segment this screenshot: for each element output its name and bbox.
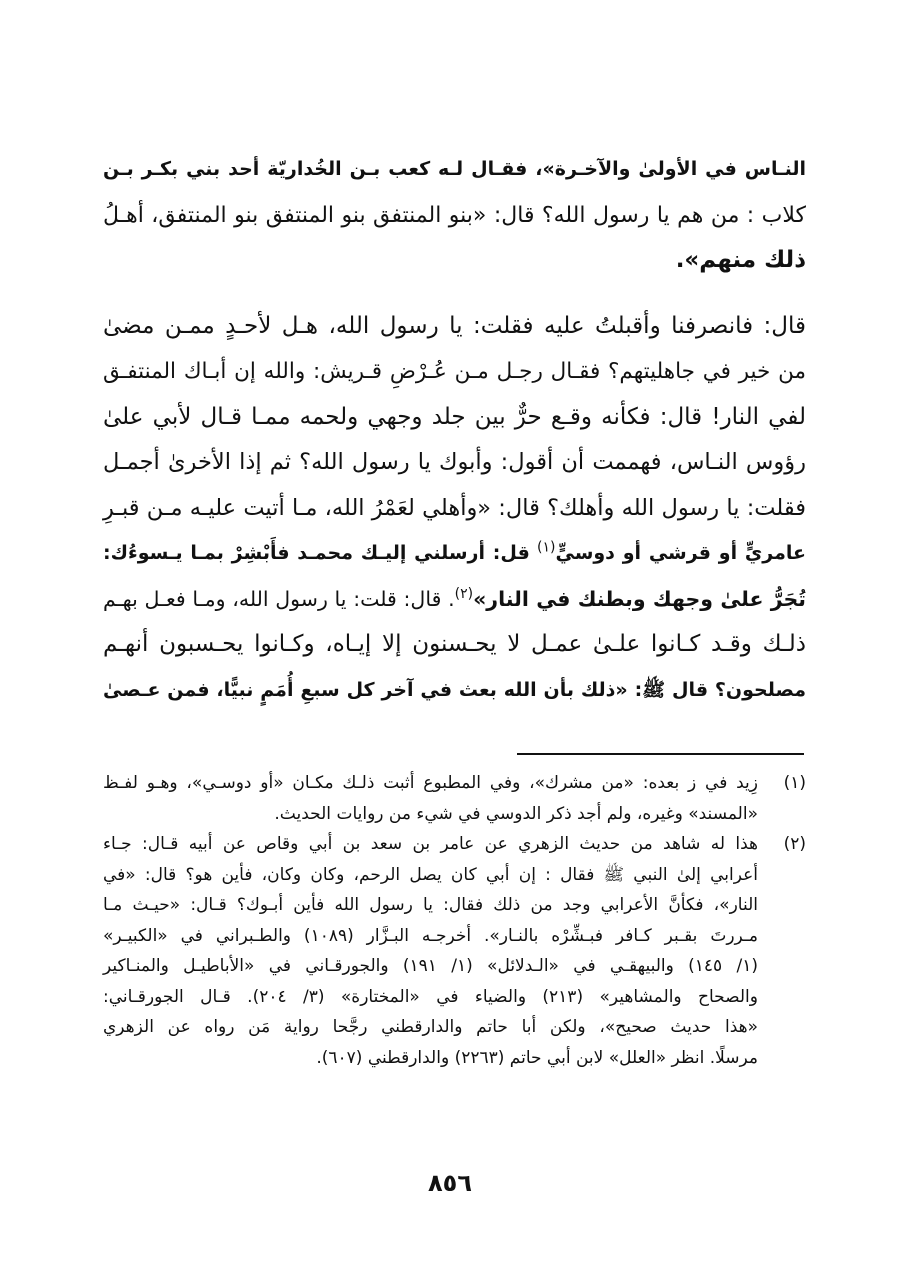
text-line: [103, 486, 806, 532]
footnotes: [103, 768, 806, 1073]
footnote-line: (١/ ١٤٥) والبيهقـي في «الـدلائل» (١/ ١٩١) والجورقـاني في «الأباطيـل والمنـاكير: [103, 956, 759, 976]
text-line-12: مصلحون؟ قال ﷺ: «ذلك بأن الله بعث في آخر كل سبعِ أُمَمٍ نبيًّا، فمن عـصىٰ: [103, 678, 806, 701]
text-line: [103, 668, 806, 714]
text-line-9b: قل: أرسلني إليـك محمـد فأَبْشِرْ بمـا يـسوءُك:: [103, 542, 530, 564]
text-line: [103, 304, 806, 350]
footnote-body: [103, 768, 758, 829]
text-line-5: من خير في جاهليتهم؟ فقـال رجـل مـن عُـرْضِ قـريش: والله إن أبـاك المنتفـق: [103, 359, 806, 384]
text-line: [103, 622, 806, 668]
footnote-ref-1[interactable]: (١): [537, 539, 556, 556]
text-line-10a: تُجَرُّ علىٰ وجهك وبطنك في النار»: [473, 586, 806, 611]
text-line-2: كلاب : من هم يا رسول الله؟ قال: «بنو المنتفق بنو المنتفق بنو المنتفق، أهـلُ: [103, 202, 806, 228]
footnote-line: «المسند» وغيره، ولم أجد ذكر الدوسي في شيء من روايات الحديث.: [274, 803, 758, 824]
footnote-number: (٢): [783, 834, 806, 854]
footnote-line: والصحاح والمشاهير» (٢١٣) والضياء في «المختارة» (٣/ ٢٠٤). قـال الجورقـاني:: [103, 986, 758, 1007]
footnote-separator: [517, 753, 804, 755]
footnote-line: مـررتَ بقـبر كـافر فبـشِّرْه بالنـار». أخرجـه البـزَّار (١٠٨٩) والطـبراني في «الكبيـر»: [103, 925, 758, 946]
text-line-1: النـاس في الأولىٰ والآخـرة»، فقـال لـه كعب بـن الخُداريّة أحد بني بكـر بـن: [103, 158, 806, 180]
footnote-2: [103, 829, 806, 1073]
footnote-line: هذا له شاهد من حديث الزهري عن عامر بن سعد بن أبي وقاص عن أبيه قـال: جـاء: [103, 834, 758, 854]
text-line-8: فقلت: يا رسول الله وأهلك؟ قال: «وأهلي لعَمْرُ الله، مـا أتيت عليـه مـن قبـرِ: [103, 494, 806, 521]
footnote-line: مرسلًا. انظر «العلل» لابن أبي حاتم (٢٢٦٣) والدارقطني (٦٠٧).: [316, 1047, 758, 1068]
footnote-line: النار»، فكأنَّ الأعرابي وجد من ذلك فقال: يا رسول الله فأين أبـوك؟ قـال: «حيـث مـا: [103, 895, 758, 915]
text-line-9a: عامريٍّ أو قرشي أو دوسيٍّ: [555, 542, 806, 564]
text-line-6: لفي النار! قال: فكأنه وقـع حرٌّ بين جلد وجهي ولحمه ممـا قـال لأبي علىٰ: [103, 403, 806, 430]
text-line: [103, 193, 806, 239]
text-line-3: ذلك منهم».: [675, 247, 806, 273]
text-line: [103, 395, 806, 441]
text-line-7: رؤوس النـاس، فهممت أن أقول: وأبوك يا رسول الله؟ ثم إذا الأخرىٰ أجمـل: [103, 449, 806, 475]
text-line: [103, 531, 806, 577]
text-line: [103, 349, 806, 395]
footnote-ref-2[interactable]: (٢): [454, 585, 474, 602]
footnote-line: «هذا حديث صحيح»، ولكن أبا حاتم والدارقطني رجَّحا رواية مَن رواه عن الزهري: [103, 1017, 758, 1037]
page-number: ٨٥٦: [428, 1169, 472, 1197]
paragraph-2: [103, 304, 806, 714]
main-text: [103, 147, 806, 713]
text-line-4: قال: فانصرفنا وأقبلتُ عليه فقلت: يا رسول الله، هـل لأحـدٍ ممـن مضىٰ: [103, 312, 806, 339]
text-line: [103, 147, 806, 193]
footnote-line: أعرابي إلىٰ النبي ﷺ فقال : إن أبي كان يصل الرحم، وكان وكان، فأين هو؟ قال: «في: [103, 864, 758, 885]
text-line-10b: . قال: قلت: يا رسول الله، ومـا فعـل بهـم: [103, 586, 455, 611]
text-line: [103, 238, 806, 284]
footnote-number: (١): [783, 773, 806, 793]
paragraph-1: [103, 147, 806, 284]
footnote-1: [103, 768, 806, 829]
text-line-11: ذلـك وقـد كـانوا علـىٰ عمـل لا يحـسنون إلا إيـاه، وكـانوا يحـسبون أنهـم: [103, 631, 806, 657]
footnote-body: [103, 829, 758, 1073]
text-line: [103, 440, 806, 486]
footnote-line: زِيد في ز بعده: «من مشرك»، وفي المطبوع أثبت ذلـك مكـان «أو دوسـي»، وهـو لفـظ: [103, 773, 758, 793]
text-line: [103, 577, 806, 623]
